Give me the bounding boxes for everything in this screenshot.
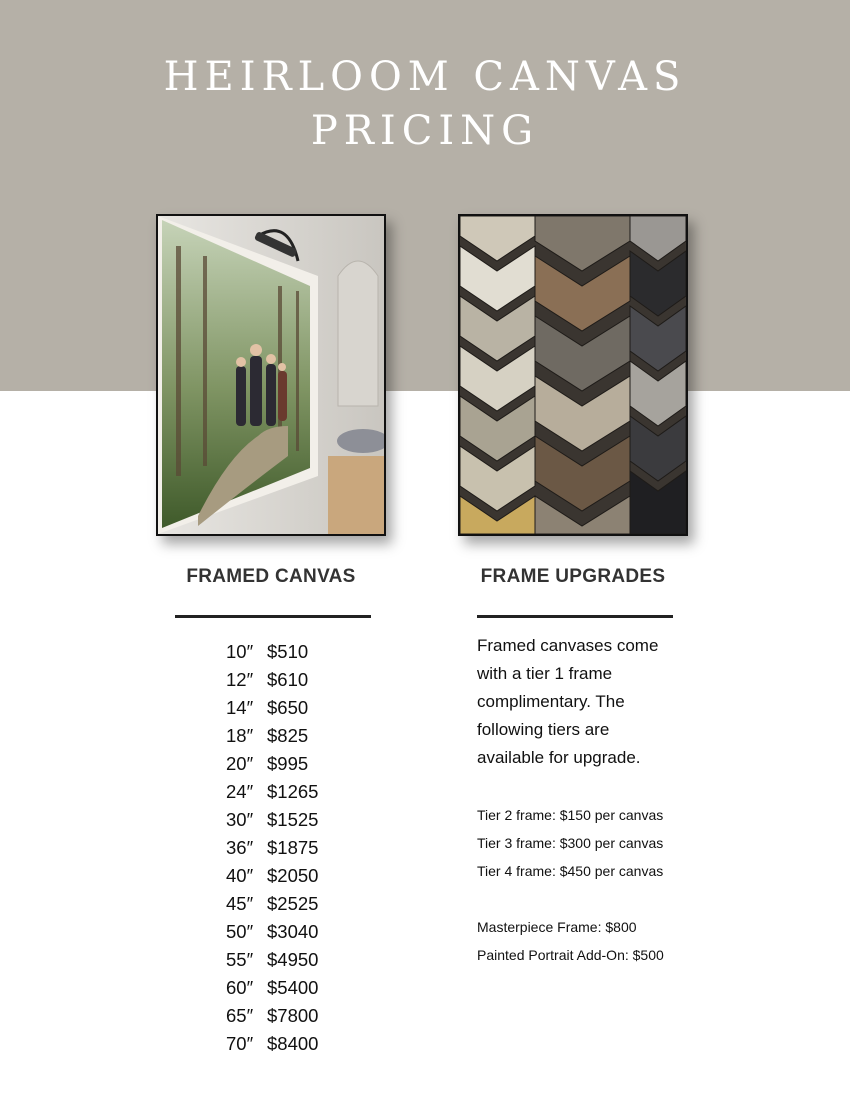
canvas-price: $1875 <box>267 837 319 858</box>
page-title <box>0 50 850 158</box>
extra-price-line: Painted Portrait Add-On: $500 <box>477 947 664 963</box>
canvas-price: $7800 <box>267 1005 319 1026</box>
canvas-size: 55″ <box>226 949 254 970</box>
price-row <box>226 722 318 750</box>
price-list <box>226 638 318 1058</box>
description-line: Framed canvases come <box>477 636 659 655</box>
spacer <box>477 885 664 913</box>
frame-upgrades-heading: FRAME UPGRADES <box>480 566 666 587</box>
canvas-size: 36″ <box>226 837 254 858</box>
frame-corner-samples-photo-icon <box>460 216 686 534</box>
frame-samples-photo <box>458 214 688 536</box>
canvas-size: 24″ <box>226 781 254 802</box>
canvas-price: $4950 <box>267 949 319 970</box>
page-title-line-1: HEIRLOOM CANVAS <box>163 54 687 100</box>
price-row <box>226 806 318 834</box>
price-row <box>226 750 318 778</box>
description-line: complimentary. The <box>477 692 625 711</box>
divider-right <box>477 615 673 618</box>
divider-left <box>175 615 371 618</box>
description-line: following tiers are <box>477 720 610 739</box>
canvas-price: $825 <box>267 725 309 746</box>
price-row <box>226 666 318 694</box>
price-row <box>226 918 318 946</box>
canvas-size: 45″ <box>226 893 254 914</box>
canvas-price: $8400 <box>267 1033 319 1054</box>
canvas-size: 50″ <box>226 921 254 942</box>
price-row <box>226 1002 318 1030</box>
canvas-size: 65″ <box>226 1005 254 1026</box>
price-row <box>226 1030 318 1058</box>
tier-price-line: Tier 4 frame: $450 per canvas <box>477 863 664 879</box>
price-row <box>226 974 318 1002</box>
canvas-price: $610 <box>267 669 309 690</box>
upgrade-description <box>477 632 707 772</box>
price-row <box>226 890 318 918</box>
canvas-price: $1525 <box>267 809 319 830</box>
framed-family-portrait-photo-icon <box>158 216 384 534</box>
page-title-line-2: PRICING <box>310 108 540 154</box>
canvas-size: 10″ <box>226 641 254 662</box>
canvas-price: $3040 <box>267 921 319 942</box>
price-row <box>226 834 318 862</box>
tier-price-line: Tier 3 frame: $300 per canvas <box>477 835 664 851</box>
canvas-size: 20″ <box>226 753 254 774</box>
price-row <box>226 638 318 666</box>
description-line: available for upgrade. <box>477 748 641 767</box>
price-row <box>226 862 318 890</box>
framed-canvas-heading: FRAMED CANVAS <box>186 566 356 587</box>
canvas-price: $5400 <box>267 977 319 998</box>
description-line: with a tier 1 frame <box>477 664 613 683</box>
price-row <box>226 946 318 974</box>
canvas-size: 40″ <box>226 865 254 886</box>
upgrade-pricing <box>477 801 664 969</box>
framed-canvas-photo <box>156 214 386 536</box>
tier-price-line: Tier 2 frame: $150 per canvas <box>477 807 664 823</box>
canvas-price: $1265 <box>267 781 319 802</box>
canvas-price: $510 <box>267 641 309 662</box>
canvas-price: $2525 <box>267 893 319 914</box>
canvas-price: $995 <box>267 753 309 774</box>
canvas-size: 12″ <box>226 669 254 690</box>
canvas-size: 14″ <box>226 697 254 718</box>
extra-price-line: Masterpiece Frame: $800 <box>477 919 637 935</box>
canvas-size: 70″ <box>226 1033 254 1054</box>
canvas-size: 18″ <box>226 725 254 746</box>
canvas-size: 60″ <box>226 977 254 998</box>
canvas-price: $650 <box>267 697 309 718</box>
canvas-size: 30″ <box>226 809 254 830</box>
canvas-price: $2050 <box>267 865 319 886</box>
price-row <box>226 778 318 806</box>
price-row <box>226 694 318 722</box>
